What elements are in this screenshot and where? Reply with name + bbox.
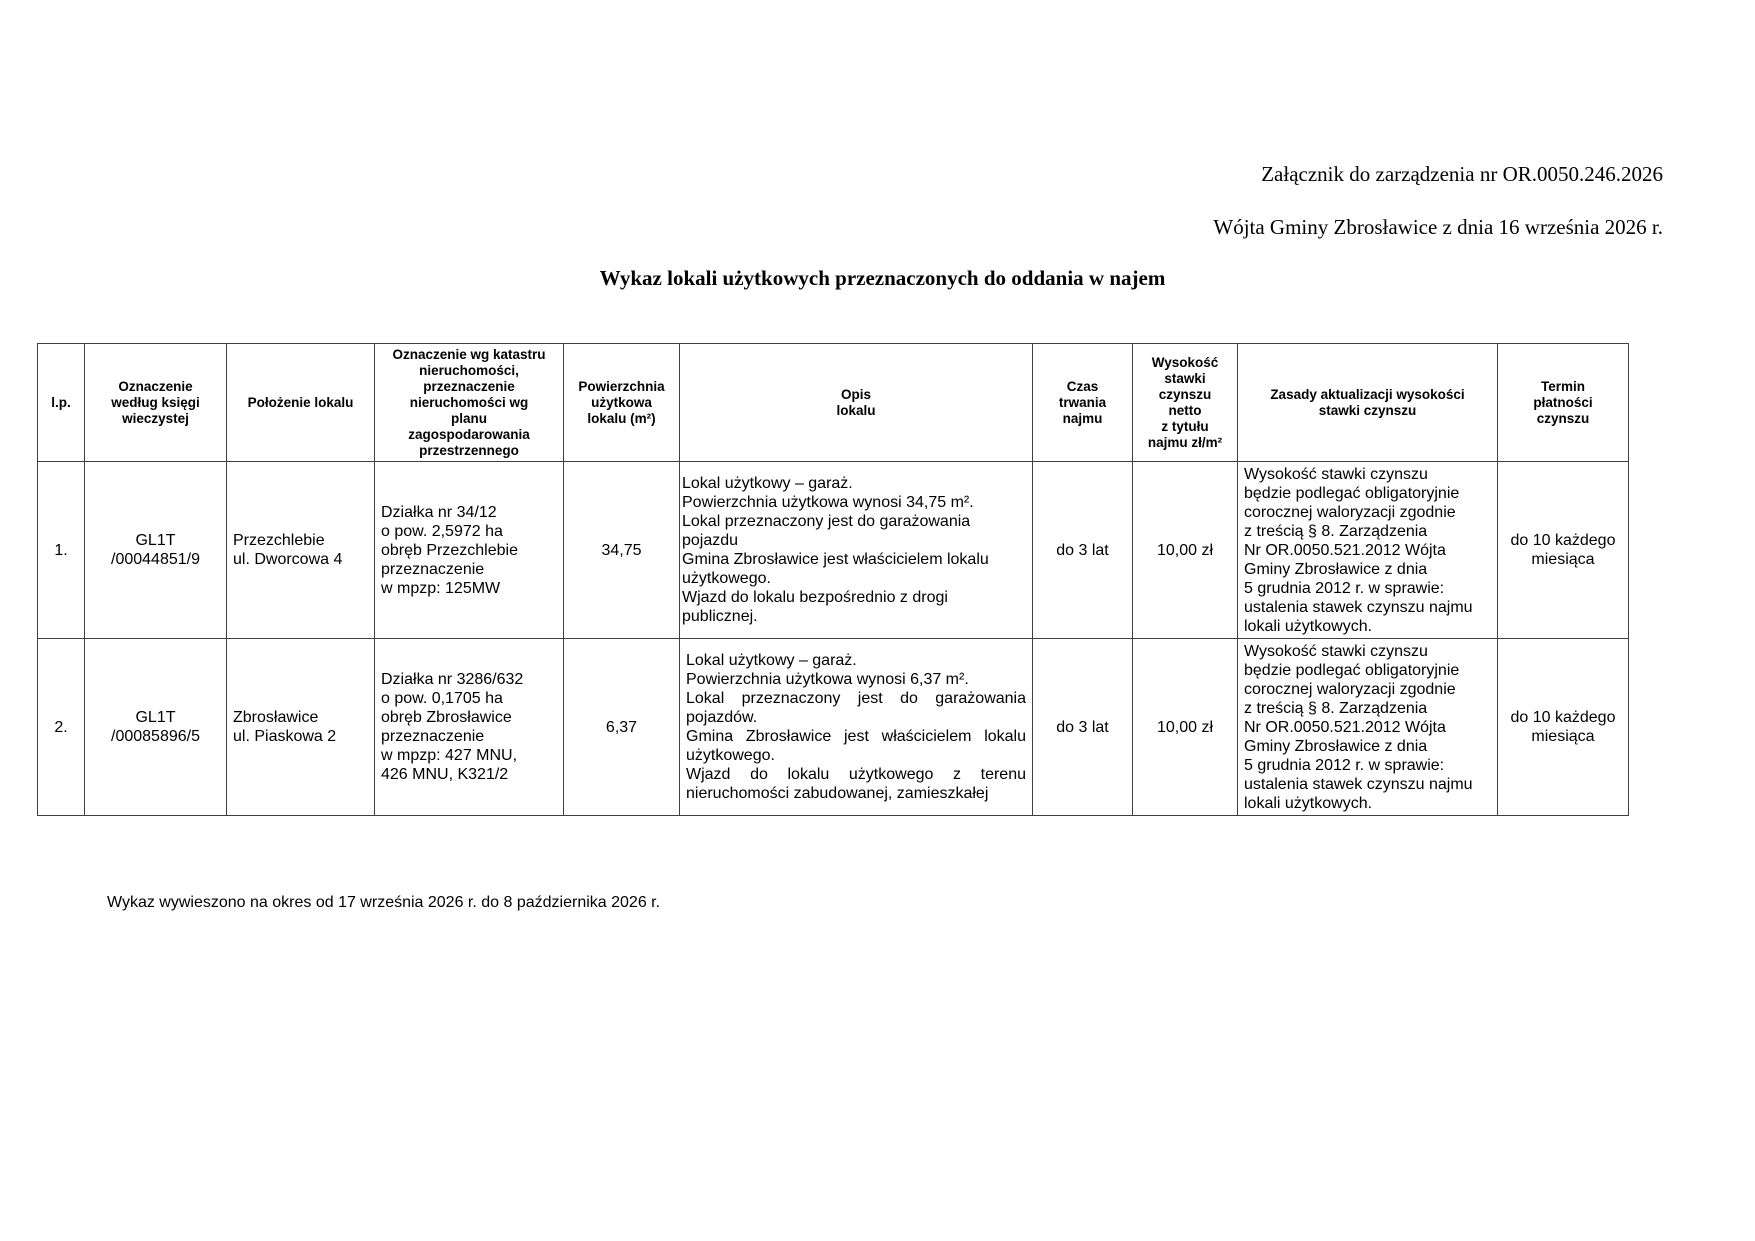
- header-land-register: Oznaczenie według księgi wieczystej: [85, 344, 227, 462]
- cell-description: Lokal użytkowy – garaż. Powierzchnia użytkowa wynosi 6,37 m². Lokal przeznaczony jest do garażowania pojazdów. Gmina Zbrosławice jest właścicielem lokalu użytkowego. Wjazd do lokalu użytkowego z terenu nieruchomości zabudowanej, zamieszkałej: [680, 639, 1033, 816]
- cell-update-rules: Wysokość stawki czynszu będzie podlegać obligatoryjnie corocznej waloryzacji zgodnie z treścią § 8. Zarządzenia Nr OR.0050.521.2012 Wójta Gminy Zbrosławice z dnia 5 grudnia 2012 r. w sprawie: ustalenia stawek czynszu najmu lokali użytkowych.: [1238, 462, 1498, 639]
- cell-rate: 10,00 zł: [1133, 462, 1238, 639]
- document-title: Wykaz lokali użytkowych przeznaczonych do oddania w najem: [599, 266, 1166, 290]
- cell-land-register: GL1T /00044851/9: [85, 462, 227, 639]
- header-lp: l.p.: [38, 344, 85, 462]
- header-description: Opis lokalu: [680, 344, 1033, 462]
- cell-cadastre: Działka nr 3286/632 o pow. 0,1705 ha obręb Zbrosławice przeznaczenie w mpzp: 427 MNU, 426 MNU, K321/2: [375, 639, 564, 816]
- header-duration: Czas trwania najmu: [1033, 344, 1133, 462]
- header-location: Położenie lokalu: [227, 344, 375, 462]
- cell-payment: do 10 każdego miesiąca: [1498, 462, 1629, 639]
- header-payment: Termin płatności czynszu: [1498, 344, 1629, 462]
- cell-duration: do 3 lat: [1033, 462, 1133, 639]
- header-area: Powierzchnia użytkowa lokalu (m²): [564, 344, 680, 462]
- cell-lp: 1.: [38, 462, 85, 639]
- attachment-header-line1: Załącznik do zarządzenia nr OR.0050.246.2026: [1261, 162, 1663, 186]
- table-row: [38, 639, 1629, 816]
- cell-location: Przezchlebie ul. Dworcowa 4: [227, 462, 375, 639]
- cell-rate: 10,00 zł: [1133, 639, 1238, 816]
- cell-area: 6,37: [564, 639, 680, 816]
- cell-description: Lokal użytkowy – garaż. Powierzchnia użytkowa wynosi 34,75 m². Lokal przeznaczony jest do garażowania pojazdu Gmina Zbrosławice jest właścicielem lokalu użytkowego. Wjazd do lokalu bezpośrednio z drogi publicznej.: [680, 462, 1033, 639]
- header-update-rules: Zasady aktualizacji wysokości stawki czynszu: [1238, 344, 1498, 462]
- cell-duration: do 3 lat: [1033, 639, 1133, 816]
- cell-cadastre: Działka nr 34/12 o pow. 2,5972 ha obręb Przezchlebie przeznaczenie w mpzp: 125MW: [375, 462, 564, 639]
- cell-update-rules: Wysokość stawki czynszu będzie podlegać obligatoryjnie corocznej waloryzacji zgodnie z treścią § 8. Zarządzenia Nr OR.0050.521.2012 Wójta Gminy Zbrosławice z dnia 5 grudnia 2012 r. w sprawie: ustalenia stawek czynszu najmu lokali użytkowych.: [1238, 639, 1498, 816]
- cell-payment: do 10 każdego miesiąca: [1498, 639, 1629, 816]
- table-header-row: [38, 344, 1629, 462]
- cell-area: 34,75: [564, 462, 680, 639]
- cell-land-register: GL1T /00085896/5: [85, 639, 227, 816]
- header-rate: Wysokość stawki czynszu netto z tytułu najmu zł/m²: [1133, 344, 1238, 462]
- header-cadastre: Oznaczenie wg katastru nieruchomości, przeznaczenie nieruchomości wg planu zagospodarowania przestrzennego: [375, 344, 564, 462]
- posting-period-note: Wykaz wywieszono na okres od 17 września 2026 r. do 8 października 2026 r.: [107, 894, 661, 911]
- cell-lp: 2.: [38, 639, 85, 816]
- premises-table: [37, 343, 1629, 816]
- table-row: [38, 462, 1629, 639]
- cell-location: Zbrosławice ul. Piaskowa 2: [227, 639, 375, 816]
- attachment-header-line2: Wójta Gminy Zbrosławice z dnia 16 września 2026 r.: [1213, 215, 1663, 239]
